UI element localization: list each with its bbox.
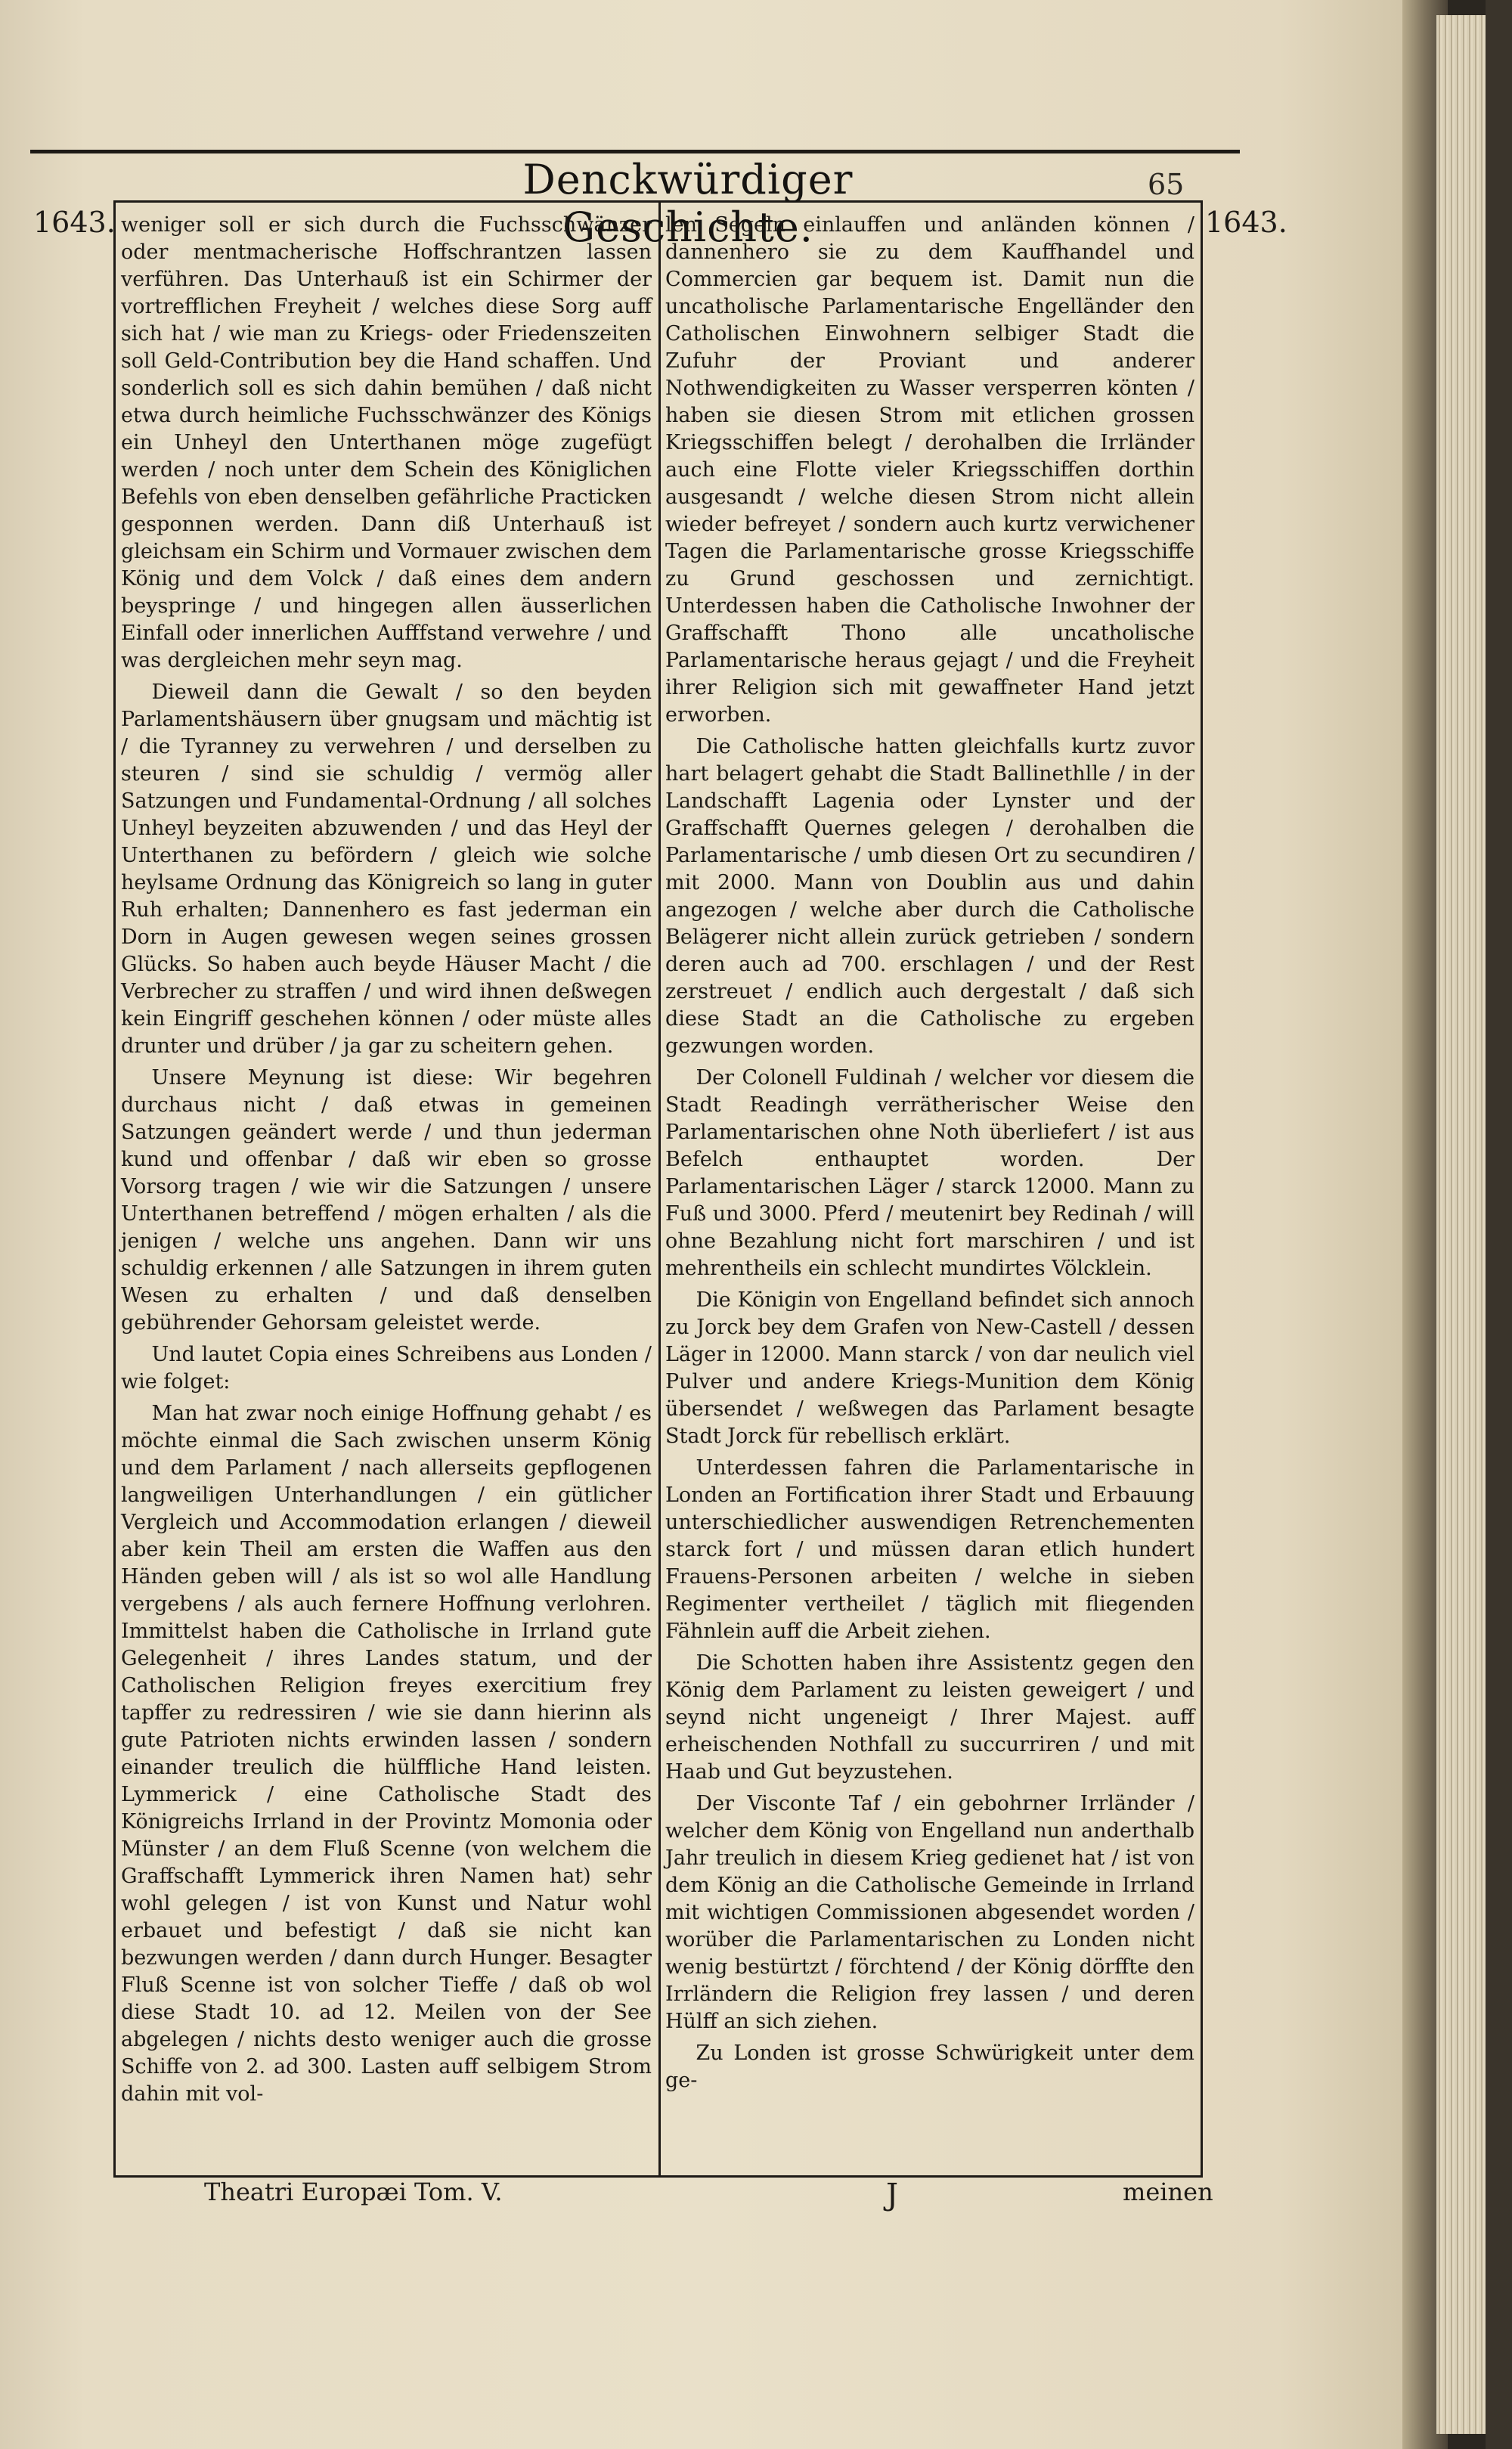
signature-mark: J	[886, 2178, 899, 2212]
paragraph: Man hat zwar noch einige Hoffnung gehabt / es möchte einmal die Sach zwischen unserm König und dem Parlament / nach allerseits gepflogenen langweiligen Unterhandlungen / ein gütlicher Vergleich und Accommodation erlangen / dieweil aber kein Theil am ersten die Waffen aus den Händen geben will / als ist so wol alle Handlung vergebens / als auch fernere Hoffnung verlohren. Immittelst haben die Catholische in Irrland gute Gelegenheit / ihres Landes statum, und der Catholischen Religion freyes exercitium frey tapffer zu redressiren / wie sie dann hierinn als gute Patrioten nichts erwinden lassen / sondern einander treulich die hülffliche Hand leisten. Lymmerick / eine Catholische Stadt des Königreichs Irrland in der Provintz Momonia oder Münster / an dem Fluß Scenne (von welchem die Graffschafft Lymmerick ihren Namen hat) sehr wohl gelegen / ist von Kunst und Natur wohl erbauet und befestigt / daß sie nicht kan bezwungen werden / dann durch Hunger. Besagter Fluß Scenne ist von solcher Tieffe / daß ob wol diese Stadt 10. ad 12. Meilen von der See abgelegen / nichts desto weniger auch die grosse Schiffe von 2. ad 300. Lasten auff selbigem Strom dahin mit vol-	[121, 1402, 652, 2106]
paragraph: Und lautet Copia eines Schreibens aus Londen / wie folget:	[121, 1343, 652, 1393]
paragraph: Die Königin von Engelland befindet sich annoch zu Jorck bey dem Grafen von New-Castell / dessen Läger in 12000. Mann starck / von dar neulich viel Pulver und andere Kriegs-Munition dem König übersendet / weßwegen das Parlament besagte Stadt Jorck für rebellisch erklärt.	[665, 1288, 1194, 1448]
paragraph: weniger soll er sich durch die Fuchsschwänzer oder mentmacherische Hoffschrantzen lassen verführen. Das Unterhauß ist ein Schirmer der vortrefflichen Freyheit / welches diese Sorg auff sich hat / wie man zu Kriegs- oder Friedenszeiten soll Geld-Contribution bey die Hand schaffen. Und sonderlich soll es sich dahin bemühen / daß nicht etwa durch heimliche Fuchsschwänzer des Königs ein Unheyl den Unterthanen möge zugefügt werden / noch unter dem Schein des Königlichen Befehls von eben denselben gefährliche Practicken gesponnen werden. Dann diß Unterhauß ist gleichsam ein Schirm und Vormauer zwischen dem König und dem Volck / daß eines dem andern beyspringe / und hingegen allen äusserlichen Einfall oder innerlichen Aufffstand verwehre / und was dergleichen mehr seyn mag.	[121, 213, 652, 672]
edge-shadow	[1486, 0, 1512, 2449]
paragraph: Unterdessen fahren die Parlamentarische in Londen an Fortification ihrer Stadt und Erbauung unterschiedlicher auswendigen Retrenchementen starck fort / und müssen daran etlich hundert Frauens-Personen arbeiten / welche in sieben Regimenter vertheilet / täglich mit fliegenden Fähnlein auff die Arbeit ziehen.	[665, 1456, 1194, 1643]
top-rule	[30, 150, 1240, 153]
paragraph: Der Visconte Taf / ein gebohrner Irrländer / welcher dem König von Engelland nun anderthalb Jahr treulich in diesem Krieg gedienet hat / ist von dem König an die Catholische Gemeinde in Irrland mit wichtigen Commissionen abgesendet worden / worüber die Parlamentarischen zu Londen nicht wenig bestürtzt / förchtend / der König dörffte den Irrländern die Religion frey lassen / und deren Hülff an sich ziehen.	[665, 1792, 1194, 2033]
margin-year-left: 1643.	[33, 206, 116, 239]
signature-title: Theatri Europæi Tom. V.	[204, 2178, 503, 2206]
running-head: Denckwürdiger Geschichte.	[522, 156, 854, 251]
paragraph: Die Schotten haben ihre Assistentz gegen den König dem Parlament zu leisten geweigert / und seynd nicht ungeneigt / Ihrer Majest. auff erheischenden Nothfall zu succurriren / und mit Haab und Gut beyzustehen.	[665, 1651, 1194, 1784]
right-column	[665, 212, 1194, 2099]
paragraph: len Segeln einlauffen und anländen können / dannenhero sie zu dem Kauffhandel und Commercien gar bequem ist. Damit nun die uncatholische Parlamentarische Engelländer den Catholischen Einwohnern selbiger Stadt die Zufuhr der Proviant und anderer Nothwendigkeiten zu Wasser versperren könten / haben sie diesen Strom mit etlichen grossen Kriegsschiffen belegt / derohalben die Irrländer auch eine Flotte vieler Kriegsschiffen dorthin ausgesandt / welche diesen Strom nicht allein wieder befreyet / sondern auch kurtz verwichener Tagen die Parlamentarische grosse Kriegsschiffe zu Grund geschossen und zernichtigt. Unterdessen haben die Catholische Inwohner der Graffschafft Thono alle uncatholische Parlamentarische heraus gejagt / und die Freyheit ihrer Religion sich mit gewaffneter Hand jetzt erworben.	[665, 213, 1194, 727]
paragraph: Dieweil dann die Gewalt / so den beyden Parlamentshäusern über gnugsam und mächtig ist / die Tyranney zu verwehren / und derselben zu steuren / sind sie schuldig / vermög aller Satzungen und Fundamental-Ordnung / all solches Unheyl beyzeiten abzuwenden / und das Heyl der Unterthanen zu befördern / gleich wie solche heylsame Ordnung das Königreich so lang in guter Ruh erhalten; Dannenhero es fast jederman ein Dorn in Augen gewesen wegen seines grossen Glücks. So haben auch beyde Häuser Macht / die Verbrecher zu straffen / und wird ihnen deßwegen kein Eingriff geschehen können / oder müste alles drunter und drüber / ja gar zu scheitern gehen.	[121, 680, 652, 1058]
left-column	[121, 212, 652, 2113]
page-number: 65	[1148, 168, 1185, 201]
paragraph: Unsere Meynung ist diese: Wir begehren durchaus nicht / daß etwas in gemeinen Satzungen geändert werde / und thun jederman kund und offenbar / daß wir eben so grosse Vorsorg tragen / wie wir die Satzungen / unsere Unterthanen betreffend / mögen erhalten / als die jenigen / welche uns angehen. Dann wir uns schuldig erkennen / alle Satzungen in ihrem guten Wesen zu erhalten / und daß denselben gebührender Gehorsam geleistet werde.	[121, 1066, 652, 1335]
center-column-rule	[658, 200, 661, 2178]
paragraph: Die Catholische hatten gleichfalls kurtz zuvor hart belagert gehabt die Stadt Ballinethlle / in der Landschafft Lagenia oder Lynster und der Graffschafft Quernes gelegen / derohalben die Parlamentarische / umb diesen Ort zu secundiren / mit 2000. Mann von Doublin aus und dahin angezogen / welche aber durch die Catholische Belägerer nicht allein zurück getrieben / sondern deren auch ad 700. erschlagen / und der Rest zerstreuet / endlich auch dergestalt / daß sich diese Stadt an die Catholische zu ergeben gezwungen worden.	[665, 735, 1194, 1058]
catchword: meinen	[1123, 2178, 1213, 2206]
right-column-rule	[1201, 200, 1203, 2178]
left-column-rule	[113, 200, 116, 2178]
paragraph: Zu Londen ist grosse Schwürigkeit unter dem ge-	[665, 2041, 1194, 2092]
paragraph: Der Colonell Fuldinah / welcher vor diesem die Stadt Readingh verrätherischer Weise den Parlamentarischen ohne Noth überliefert / ist aus Befelch enthauptet worden. Der Parlamentarischen Läger / starck 12000. Mann zu Fuß und 3000. Pferd / meutenirt bey Redinah / will ohne Bezahlung nicht fort marschiren / und ist mehrentheils ein schlecht mundirtes Völcklein.	[665, 1066, 1194, 1280]
margin-year-right: 1643.	[1205, 206, 1287, 239]
